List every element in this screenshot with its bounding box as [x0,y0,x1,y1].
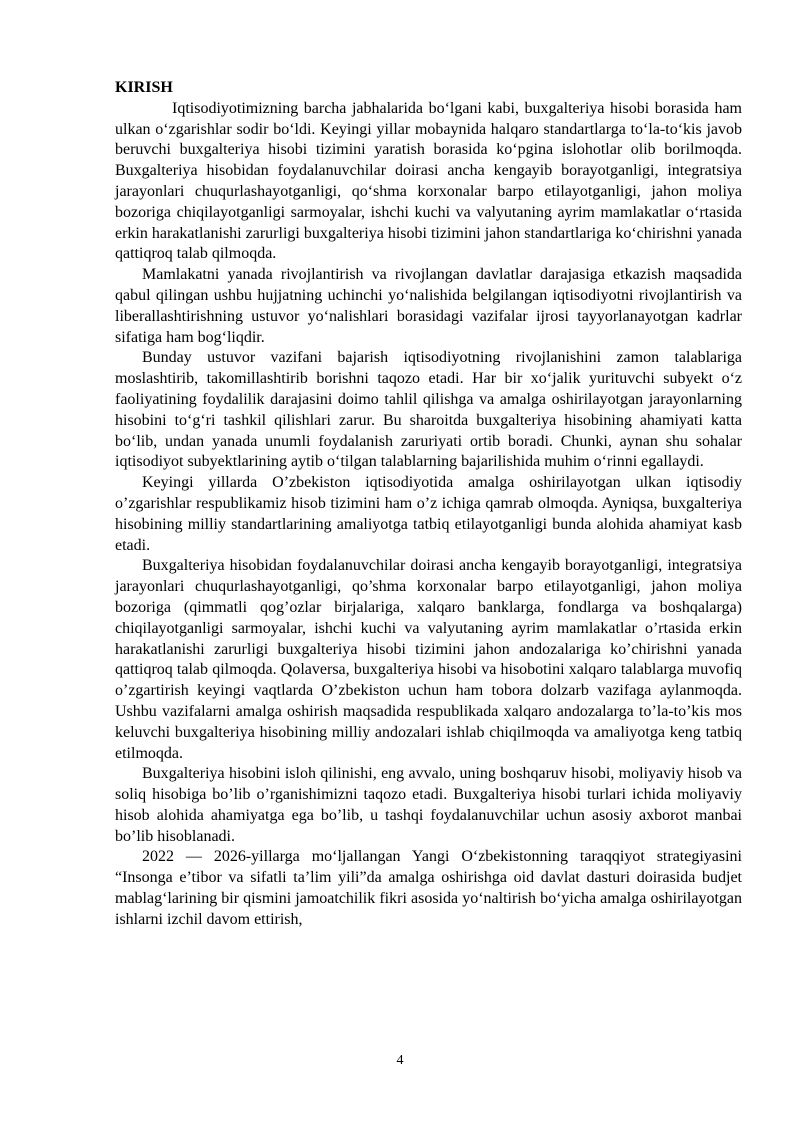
paragraph-7: 2022 — 2026-yillarga mo‘ljallangan Yangi O‘zbekistonning taraqqiyot strategiyasini “Insonga e’tibor va sifatli ta’lim yili”da amalga oshirishga oid davlat dasturi doirasida budjet mablag‘larining bir qismini jamoatchilik fikri asosida yo‘naltirish bo‘yicha amalga oshirilayotgan ishlarni izchil davom ettirish, [115,848,742,928]
paragraph-4: Keyingi yillarda O’zbekiston iqtisodiyotida amalga oshirilayotgan ulkan iqtisodiy o’zgarishlar respublikamiz hisob tizimini ham o’z ichiga qamrab olmoqda. Ayniqsa, buxgalteriya hisobining milliy standartlarining amaliyotga tatbiq etilayotganligi bunda alohida ahamiyat kasb etadi. [115,474,742,554]
paragraph-3: Bunday ustuvor vazifani bajarish iqtisodiyotning rivojlanishini zamon talablariga moslashtirib, takomillashtirib borishni taqozo etadi. Har bir xo‘jalik yurituvchi subyekt o‘z faoliyatining foydalilik darajasini doimo tahlil qilishga va amalga oshirilayotgan jarayonlarning hisobini to‘g‘ri tashkil qilishlari zarur. Bu sharoitda buxgalteriya hisobining ahamiyati katta bo‘lib, undan yanada unumli foydalanish zaruriyati ortib boradi. Chunki, aynan shu sohalar iqtisodiyot subyektlarining aytib o‘tilgan talablarning bajarilishida muhim o‘rinni egallaydi. [115,349,742,471]
paragraph-1: Iqtisodiyotimizning barcha jabhalarida bo‘lgani kabi, buxgalteriya hisobi borasida ham ulkan o‘zgarishlar sodir bo‘ldi. Keyingi yillar mobaynida halqaro standartlarga to‘la-to‘kis javob beruvchi buxgalteriya hisobi tizimini yaratish borasida ko‘pgina islohotlar olib borilmoqda. Buxgalteriya hisobidan foydalanuvchilar doirasi ancha kengayib borayotganligi, integratsiya jarayonlari chuqurlashayotganligi, qo‘shma korxonalar barpo etilayotganligi, jahon moliya bozoriga chiqilayotganligi sarmoyalar, ishchi kuchi va valyutaning ayrim mamlakatlar o‘rtasida erkin harakatlanishi zarurligi buxgalteriya hisobi tizimini jahon standartlariga ko‘chirishni yanada qattiqroq talab qilmoqda. [115,99,742,263]
page-number: 4 [396,1053,404,1068]
document-page [115,78,742,931]
section-heading: KIRISH [115,79,173,96]
paragraph-5: Buxgalteriya hisobidan foydalanuvchilar doirasi ancha kengayib borayotganligi, integratsiya jarayonlari chuqurlashayotganligi, qo’shma korxonalar barpo etilayotganligi, jahon moliya bozoriga (qimmatli qog’ozlar birjalariga, xalqaro banklarga, fondlarga va boshqalarga) chiqilayotganligi sarmoyalar, ishchi kuchi va valyutaning ayrim mamlakatlar o’rtasida erkin harakatlanishi zarurligi buxgalteriya hisobi tizimini jahon andozalariga ko’chirishni yanada qattiqroq talab qilmoqda. Qolaversa, buxgalteriya hisobi va hisobotini xalqaro talablarga muvofiq o’zgartirish keyingi vaqtlarda O’zbekiston uchun ham tobora dolzarb vazifaga aylanmoqda. Ushbu vazifalarni amalga oshirish maqsadida respublikada xalqaro andozalarga to’la-to’kis mos keluvchi buxgalteriya hisobining milliy andozalari ishlab chiqilmoqda va amaliyotga keng tatbiq etilmoqda. [115,557,742,762]
paragraph-2: Mamlakatni yanada rivojlantirish va rivojlangan davlatlar darajasiga etkazish maqsadida qabul qilingan ushbu hujjatning uchinchi yo‘nalishida belgilangan iqtisodiyotni rivojlantirish va liberallashtirishning ustuvor yo‘nalishlari borasidagi vazifalar ijrosi tayyorlanayotgan kadrlar sifatiga ham bog‘liqdir. [115,266,742,346]
paragraph-6: Buxgalteriya hisobini isloh qilinishi, eng avvalo, uning boshqaruv hisobi, moliyaviy hisob va soliq hisobiga bo’lib o’rganishimizni taqozo etadi. Buxgalteriya hisobi turlari ichida moliyaviy hisob alohida ahamiyatga ega bo’lib, u tashqi foydalanuvchilar uchun asosiy axborot manbai bo’lib hisoblanadi. [115,765,742,845]
